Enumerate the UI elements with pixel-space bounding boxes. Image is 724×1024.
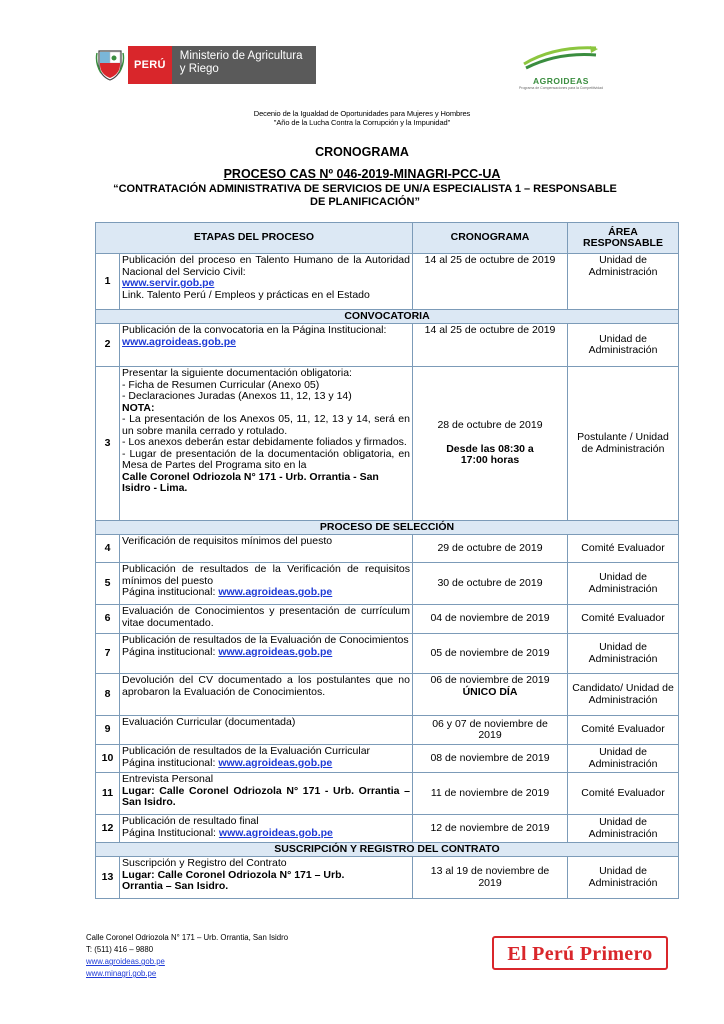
ministry-label: Ministerio de Agricultura y Riego xyxy=(172,46,316,84)
row-number: 9 xyxy=(96,716,120,745)
row-description xyxy=(120,815,413,843)
row-date-cell xyxy=(413,367,568,521)
row-number: 3 xyxy=(96,367,120,521)
row-area: Unidad de Administración xyxy=(568,745,679,773)
row-description xyxy=(120,634,413,674)
row-address: Lugar: Calle Coronel Odriozola N° 171 – Urb. Orrantia – San Isidro. xyxy=(122,868,345,892)
row-address: Calle Coronel Odriozola N° 171 - Urb. Orrantia - San Isidro - Lima. xyxy=(122,470,379,494)
row-link-prefix: Página institucional: xyxy=(122,756,219,769)
row-note-2: - Los anexos deberán estar debidamente foliados y firmados. xyxy=(122,436,407,448)
page-header xyxy=(0,0,724,100)
row-date: 30 de octubre de 2019 xyxy=(413,563,568,605)
footer-phone: T: (511) 416 – 9880 xyxy=(86,945,154,954)
row-area: Comité Evaluador xyxy=(568,773,679,815)
row-area: Postulante / Unidad de Administración xyxy=(568,367,679,521)
row-date: 14 al 25 de octubre de 2019 xyxy=(413,254,568,310)
schedule-table xyxy=(95,222,679,899)
row-area: Comité Evaluador xyxy=(568,605,679,634)
agroideas-link[interactable]: www.agroideas.gob.pe xyxy=(122,335,236,348)
row-area: Comité Evaluador xyxy=(568,716,679,745)
process-subtitle: “CONTRATACIÓN ADMINISTRATIVA DE SERVICIOS DE UN/A ESPECIALISTA 1 – RESPONSABLE DE PLANIFICACIÓN” xyxy=(113,183,617,208)
row-description: Evaluación de Conocimientos y presentación de currículum vitae documentado. xyxy=(120,605,413,634)
section-row xyxy=(96,310,679,324)
row-date: 14 al 25 de octubre de 2019 xyxy=(413,324,568,367)
row-link-prefix: Página institucional: xyxy=(122,586,219,598)
row-description xyxy=(120,745,413,773)
row-number: 5 xyxy=(96,563,120,605)
row-link-prefix: Página institucional: xyxy=(122,645,219,658)
process-title: PROCESO CAS Nº 046-2019-MINAGRI-PCC-UA xyxy=(223,167,501,181)
row-date-cell xyxy=(413,674,568,716)
row-description xyxy=(120,563,413,605)
section-suscripcion: SUSCRIPCIÓN Y REGISTRO DEL CONTRATO xyxy=(96,843,679,857)
row-area: Unidad de Administración xyxy=(568,815,679,843)
peru-coat-of-arms-icon xyxy=(92,46,128,84)
row-area: Unidad de Administración xyxy=(568,324,679,367)
page-footer xyxy=(86,932,288,980)
row-description-text: Publicación de resultados de la Evaluación Curricular xyxy=(122,745,371,757)
footer-address: Calle Coronel Odriozola N° 171 – Urb. Orrantia, San Isidro xyxy=(86,933,289,942)
section-convocatoria: CONVOCATORIA xyxy=(96,310,679,324)
row-item-1: - Ficha de Resumen Curricular (Anexo 05) xyxy=(122,378,320,391)
row-description-text: Publicación de la convocatoria en la Página Institucional: xyxy=(122,324,387,336)
row-area: Comité Evaluador xyxy=(568,535,679,563)
row-description-text: Publicación del proceso en Talento Humano de la Autoridad Nacional del Servicio Civil: xyxy=(122,254,410,278)
row-date: 06 y 07 de noviembre de 2019 xyxy=(413,716,568,745)
row-area: Unidad de Administración xyxy=(568,857,679,899)
row-date: 11 de noviembre de 2019 xyxy=(413,773,568,815)
table-row xyxy=(96,716,679,745)
row-description-extra: Link. Talento Perú / Empleos y prácticas en el Estado xyxy=(122,288,370,301)
table-row xyxy=(96,563,679,605)
row-number: 11 xyxy=(96,773,120,815)
row-date: 05 de noviembre de 2019 xyxy=(413,634,568,674)
row-note-1: - La presentación de los Anexos 05, 11, 12, 13 y 14, será en un sobre manila cerrado y rotulado. xyxy=(122,413,410,437)
table-row xyxy=(96,324,679,367)
table-row xyxy=(96,535,679,563)
row-number: 1 xyxy=(96,254,120,310)
row-address: Lugar: Calle Coronel Odriozola N° 171 - Urb. Orrantia – San Isidro. xyxy=(122,784,410,808)
row-note-label: NOTA: xyxy=(122,401,155,414)
row-number: 8 xyxy=(96,674,120,716)
row-number: 2 xyxy=(96,324,120,367)
table-row xyxy=(96,674,679,716)
row-area: Unidad de Administración xyxy=(568,254,679,310)
row-description: Evaluación Curricular (documentada) xyxy=(120,716,413,745)
row-number: 10 xyxy=(96,745,120,773)
row-date: 04 de noviembre de 2019 xyxy=(413,605,568,634)
section-seleccion: PROCESO DE SELECCIÓN xyxy=(96,521,679,535)
table-row xyxy=(96,773,679,815)
el-peru-primero-logo: El Perú Primero xyxy=(492,936,668,970)
row-date-extra: Desde las 08:30 a 17:00 horas xyxy=(446,442,534,467)
row-description-text: Entrevista Personal xyxy=(122,773,214,785)
row-description-text: Suscripción y Registro del Contrato xyxy=(122,857,287,869)
table-row xyxy=(96,634,679,674)
table-row xyxy=(96,254,679,310)
row-date: 12 de noviembre de 2019 xyxy=(413,815,568,843)
row-description xyxy=(120,254,413,310)
agroideas-link[interactable]: www.agroideas.gob.pe xyxy=(218,756,333,769)
row-number: 6 xyxy=(96,605,120,634)
table-header-row xyxy=(96,223,679,254)
row-area: Candidato/ Unidad de Administración xyxy=(568,674,679,716)
agroideas-tagline: Programa de Compensaciones para la Competitividad xyxy=(518,86,604,90)
servir-link[interactable]: www.servir.gob.pe xyxy=(122,277,215,289)
row-date-extra: ÚNICO DÍA xyxy=(462,685,518,698)
row-area: Unidad de Administración xyxy=(568,563,679,605)
row-description xyxy=(120,773,413,815)
row-description-text: Publicación de resultados de la Verificación de requisitos mínimos del puesto xyxy=(122,563,410,587)
row-description: Verificación de requisitos mínimos del puesto xyxy=(120,535,413,563)
section-row xyxy=(96,521,679,535)
header-etapas: ETAPAS DEL PROCESO xyxy=(96,223,413,254)
row-area: Unidad de Administración xyxy=(568,634,679,674)
row-number: 13 xyxy=(96,857,120,899)
row-date: 08 de noviembre de 2019 xyxy=(413,745,568,773)
row-number: 7 xyxy=(96,634,120,674)
row-date: 28 de octubre de 2019 xyxy=(437,419,543,432)
peru-label: PERÚ xyxy=(128,46,172,84)
row-note-3: - Lugar de presentación de la documentación obligatoria, en Mesa de Partes del Programa sito en la xyxy=(122,447,410,471)
footer-link-agroideas[interactable]: www.agroideas.gob.pe xyxy=(86,957,165,966)
table-row xyxy=(96,367,679,521)
row-number: 12 xyxy=(96,815,120,843)
header-cronograma: CRONOGRAMA xyxy=(413,223,568,254)
table-row xyxy=(96,605,679,634)
row-description-text: Presentar la siguiente documentación obligatoria: xyxy=(122,367,352,379)
table-row xyxy=(96,857,679,899)
decenio-line-2: "Año de la Lucha Contra la Corrupción y la Impunidad" xyxy=(273,118,451,127)
decenio-line-1: Decenio de la Igualdad de Oportunidades para Mujeres y Hombres xyxy=(253,109,471,118)
agroideas-leaf-icon xyxy=(522,44,600,70)
row-description xyxy=(120,367,413,521)
footer-link-minagri[interactable]: www.minagri.gob.pe xyxy=(86,969,157,978)
agroideas-label: AGROIDEAS xyxy=(533,76,589,86)
row-date: 13 al 19 de noviembre de 2019 xyxy=(413,857,568,899)
row-description-text: Publicación de resultados de la Evaluación de Conocimientos xyxy=(122,634,409,646)
row-number: 4 xyxy=(96,535,120,563)
table-row xyxy=(96,815,679,843)
agroideas-logo xyxy=(516,44,606,92)
row-item-2: - Declaraciones Juradas (Anexos 11, 12, 13 y 14) xyxy=(122,390,352,402)
decenio-text xyxy=(0,109,724,127)
page-title: CRONOGRAMA xyxy=(315,145,409,159)
row-description: Devolución del CV documentado a los postulantes que no aprobaron la Evaluación de Conocimientos. xyxy=(120,674,413,716)
row-description-text: Publicación de resultado final xyxy=(122,815,259,827)
row-link-prefix: Página Institucional: xyxy=(122,826,219,839)
agroideas-link[interactable]: www.agroideas.gob.pe xyxy=(218,645,333,658)
header-area: ÁREA RESPONSABLE xyxy=(568,223,679,254)
row-description xyxy=(120,324,413,367)
minagri-logo xyxy=(92,46,316,84)
row-date: 29 de octubre de 2019 xyxy=(413,535,568,563)
section-row xyxy=(96,843,679,857)
agroideas-link[interactable]: www.agroideas.gob.pe xyxy=(218,826,333,839)
table-row xyxy=(96,745,679,773)
row-date: 06 de noviembre de 2019 xyxy=(430,674,550,686)
row-description xyxy=(120,857,413,899)
agroideas-link[interactable]: www.agroideas.gob.pe xyxy=(218,586,333,598)
